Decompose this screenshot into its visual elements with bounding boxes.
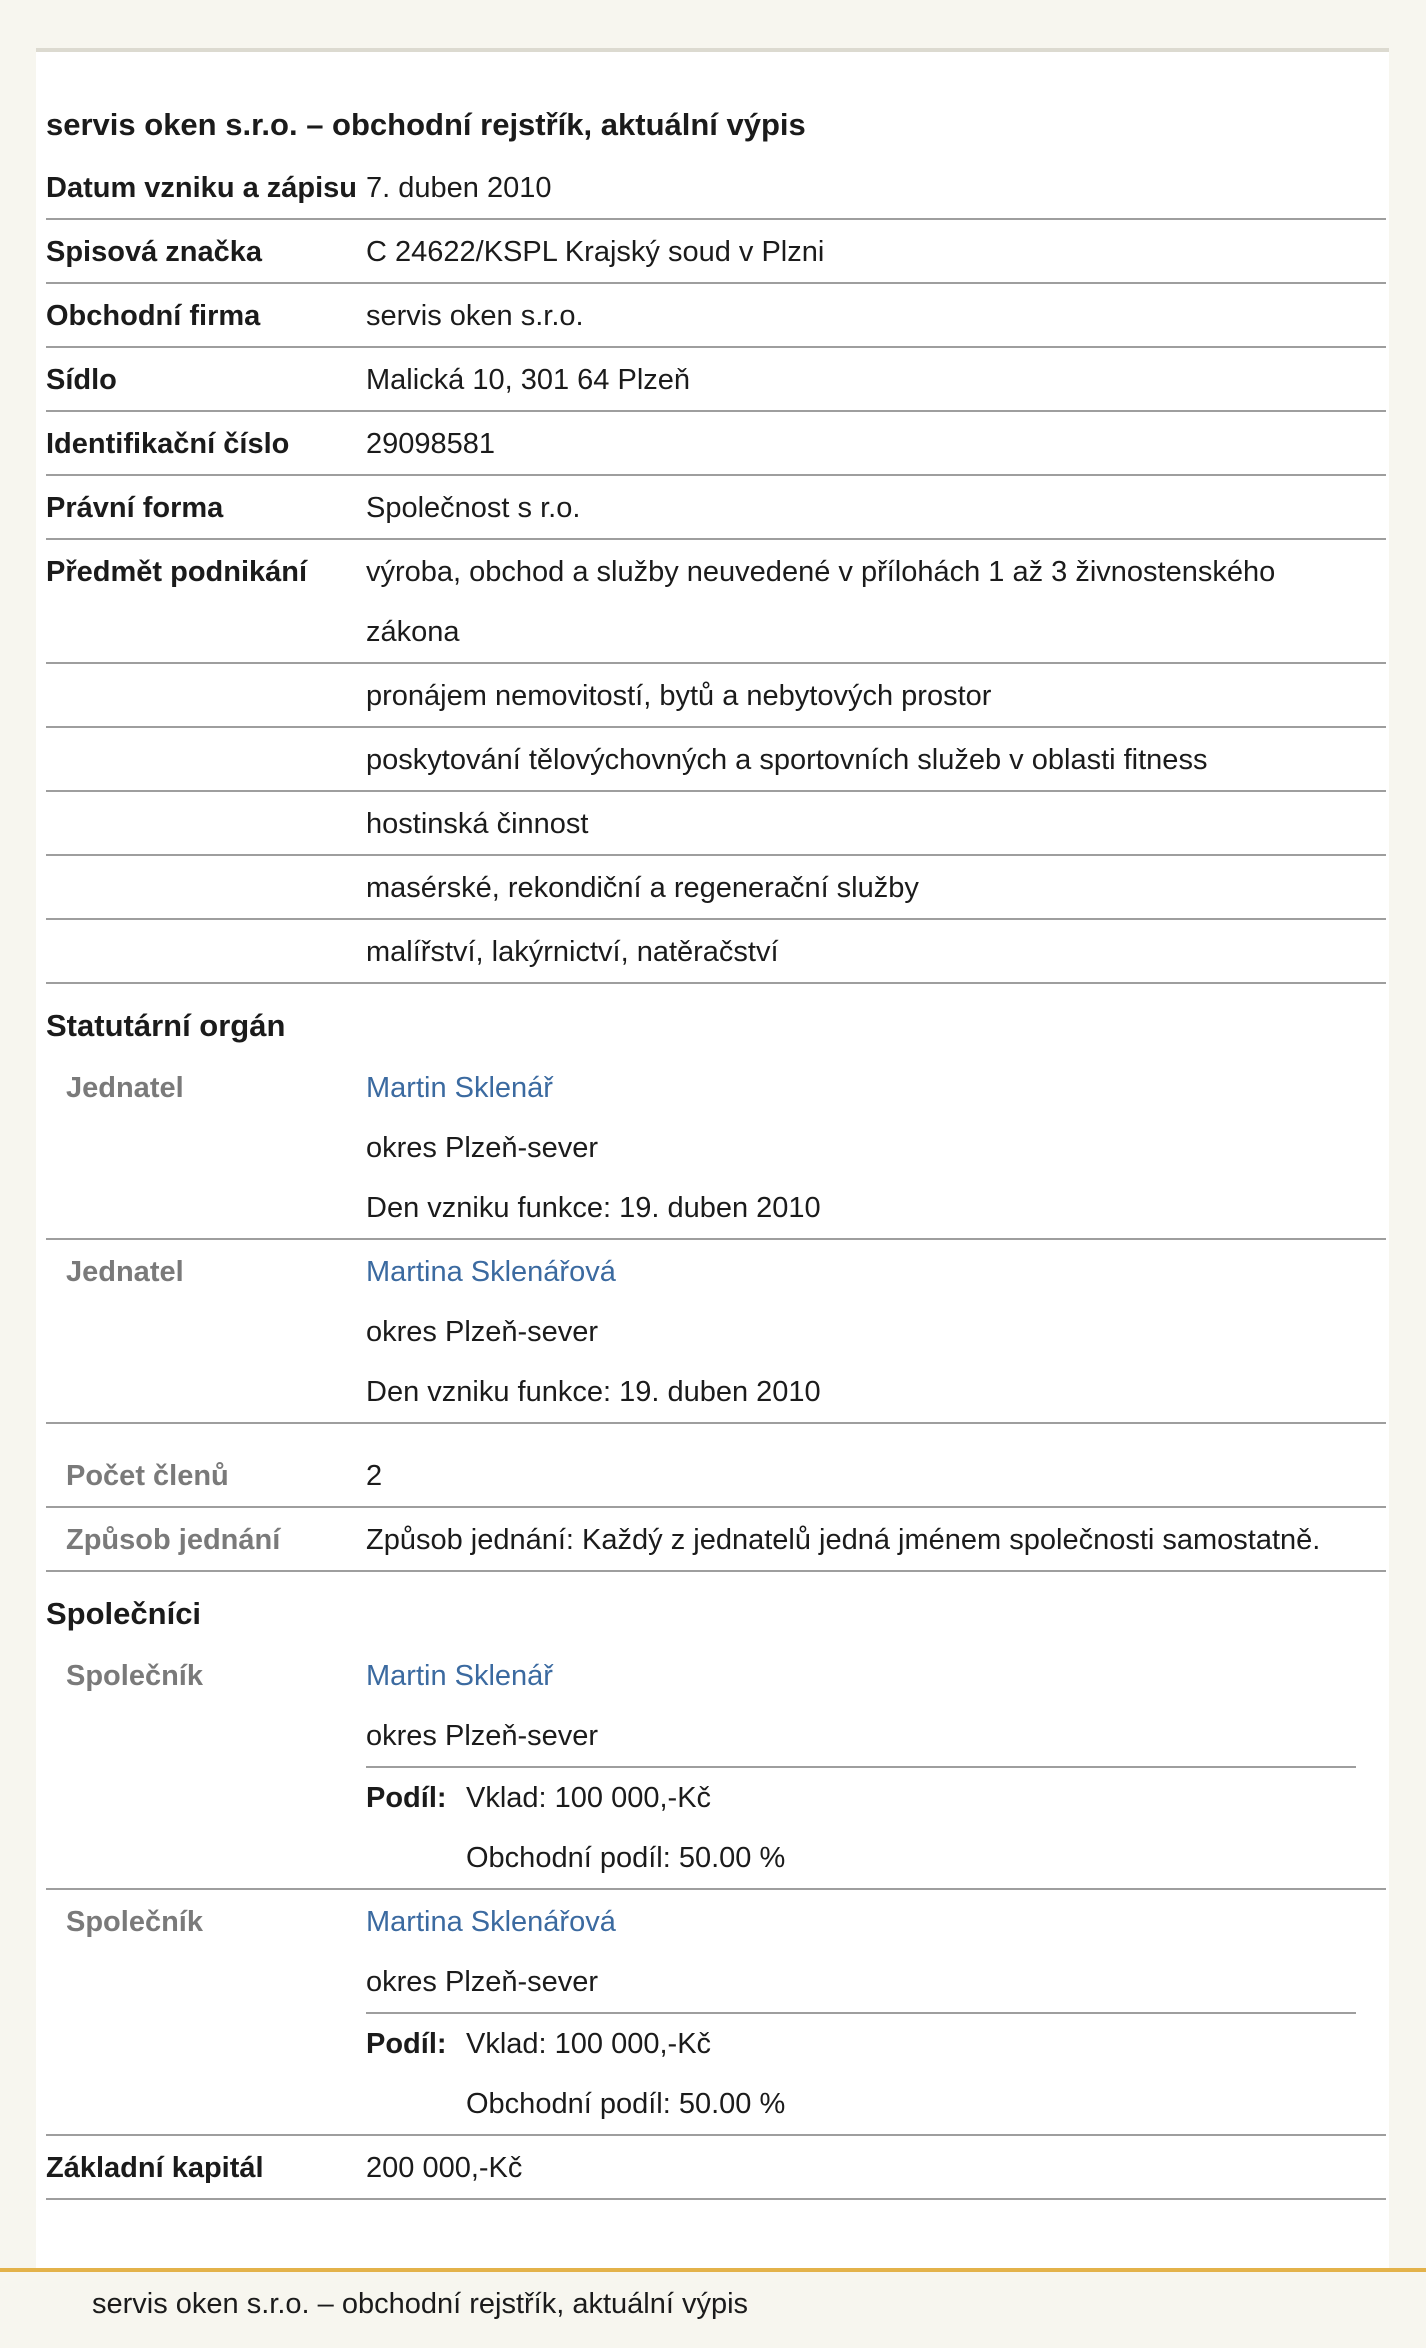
row-kapital [46, 2136, 1386, 2200]
spolecnici-heading-row [46, 1582, 1386, 1644]
share-podil: Obchodní podíl: 50.00 % [466, 2088, 786, 2120]
sidlo-label: Sídlo [46, 364, 117, 396]
spis-value: C 24622/KSPL Krajský soud v Plzni [366, 236, 825, 268]
member-okres: okres Plzeň-sever [366, 1316, 599, 1348]
member-role: Jednatel [66, 1256, 184, 1288]
forma-label: Právní forma [46, 492, 224, 524]
row-predmet [46, 792, 1386, 856]
firma-label: Obchodní firma [46, 300, 261, 332]
row-predmet [46, 856, 1386, 920]
spolecnik-member [46, 1890, 1386, 2136]
share-vklad: Vklad: 100 000,-Kč [466, 2028, 712, 2060]
spis-label: Spisová značka [46, 236, 262, 268]
footer-text: servis oken s.r.o. – obchodní rejstřík, aktuální výpis [92, 2288, 749, 2320]
share-label: Podíl: [366, 2028, 447, 2060]
share-podil: Obchodní podíl: 50.00 % [466, 1842, 786, 1874]
row-ico [46, 412, 1386, 476]
member-okres: okres Plzeň-sever [366, 1966, 599, 1998]
row-sidlo [46, 348, 1386, 412]
pocet-label: Počet členů [66, 1460, 229, 1492]
page-title: servis oken s.r.o. – obchodní rejstřík, aktuální výpis [46, 107, 806, 142]
kapital-label: Základní kapitál [46, 2152, 264, 2184]
row-spis [46, 220, 1386, 284]
share-label: Podíl: [366, 1782, 447, 1814]
spolecnici-heading: Společníci [46, 1596, 202, 1631]
row-predmet [46, 664, 1386, 728]
predmet-item: pronájem nemovitostí, bytů a nebytových prostor [366, 680, 992, 712]
pocet-value: 2 [366, 1460, 383, 1492]
member-role: Jednatel [66, 1072, 184, 1104]
member-name-link[interactable]: Martina Sklenářová [366, 1906, 616, 1938]
row-firma [46, 284, 1386, 348]
kapital-value: 200 000,-Kč [366, 2152, 523, 2184]
ico-label: Identifikační číslo [46, 428, 290, 460]
predmet-label: Předmět podnikání [46, 556, 308, 588]
row-predmet [46, 540, 1386, 664]
datum-value: 7. duben 2010 [366, 172, 552, 204]
member-okres: okres Plzeň-sever [366, 1132, 599, 1164]
predmet-item: výroba, obchod a služby neuvedené v přílohách 1 až 3 živnostenského zákona [366, 556, 1276, 648]
member-name-link[interactable]: Martin Sklenář [366, 1072, 553, 1104]
predmet-item: hostinská činnost [366, 808, 589, 840]
zpusob-label: Způsob jednání [66, 1524, 281, 1556]
sidlo-value: Malická 10, 301 64 Plzeň [366, 364, 691, 396]
statutarni-member [46, 1056, 1386, 1240]
statutarni-heading: Statutární orgán [46, 1008, 286, 1043]
row-predmet [46, 920, 1386, 984]
member-vznik: Den vzniku funkce: 19. duben 2010 [366, 1376, 821, 1408]
datum-label: Datum vzniku a zápisu [46, 172, 358, 204]
spolecnik-member [46, 1644, 1386, 1890]
firma-value: servis oken s.r.o. [366, 300, 584, 332]
share-vklad: Vklad: 100 000,-Kč [466, 1782, 712, 1814]
zpusob-value: Způsob jednání: Každý z jednatelů jedná jménem společnosti samostatně. [366, 1524, 1321, 1556]
row-zpusob [46, 1508, 1386, 1572]
member-role: Společník [66, 1660, 203, 1692]
share-block [366, 1766, 1356, 1888]
row-predmet [46, 728, 1386, 792]
record-content [46, 52, 1386, 2200]
share-block [366, 2012, 1356, 2134]
member-vznik: Den vzniku funkce: 19. duben 2010 [366, 1192, 821, 1224]
predmet-item: malířství, lakýrnictví, natěračství [366, 936, 779, 968]
member-name-link[interactable]: Martina Sklenářová [366, 1256, 616, 1288]
statutarni-heading-row [46, 994, 1386, 1056]
predmet-item: masérské, rekondiční a regenerační služby [366, 872, 919, 904]
record-card [36, 48, 1389, 2272]
statutarni-member [46, 1240, 1386, 1424]
row-pocet [46, 1444, 1386, 1508]
member-role: Společník [66, 1906, 203, 1938]
page-footer [0, 2268, 1426, 2348]
member-okres: okres Plzeň-sever [366, 1720, 599, 1752]
forma-value: Společnost s r.o. [366, 492, 581, 524]
row-forma [46, 476, 1386, 540]
row-datum [46, 156, 1386, 220]
member-name-link[interactable]: Martin Sklenář [366, 1660, 553, 1692]
predmet-item: poskytování tělovýchovných a sportovních služeb v oblasti fitness [366, 744, 1208, 776]
ico-value: 29098581 [366, 428, 496, 460]
